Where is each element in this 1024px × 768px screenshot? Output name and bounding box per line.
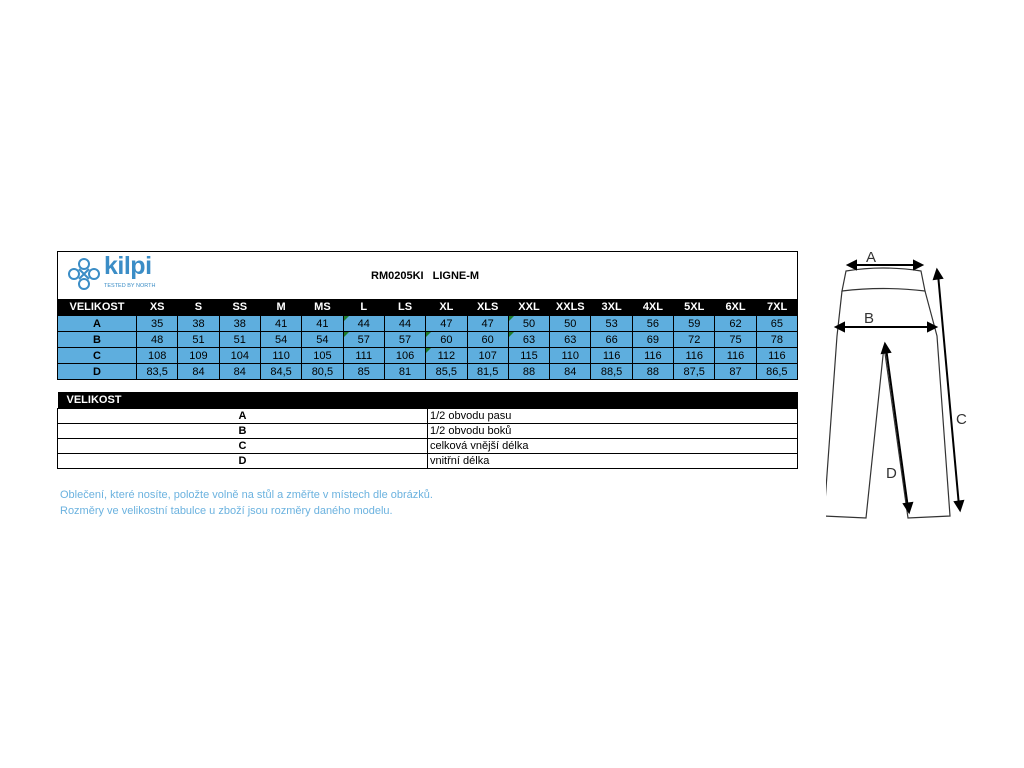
table-cell: 105 [302,348,343,364]
table-cell: 56 [632,316,673,332]
product-title [371,270,479,282]
diagram-label-c: C [956,411,967,428]
brand-name: kilpi [104,252,152,280]
instruction-line: Oblečení, které nosíte, položte volně na stůl a změřte v místech dle obrázků. [60,489,433,501]
table-cell: 60 [467,332,508,348]
size-header: S [178,299,219,316]
legend-description: vnitřní délka [428,454,798,469]
diagram-label-b: B [864,310,875,327]
table-cell: 80,5 [302,364,343,380]
product-name: LIGNE-M [432,270,480,282]
pants-waistband [842,268,925,291]
row-label: A [58,316,137,332]
table-cell: 83,5 [137,364,178,380]
table-cell: 112 [426,348,467,364]
table-cell: 54 [302,332,343,348]
table-cell: 116 [756,348,797,364]
table-cell: 116 [715,348,756,364]
row-label: C [58,348,137,364]
table-row [58,332,798,348]
size-header: XLS [467,299,508,316]
legend-key: A [58,409,428,424]
table-cell: 63 [508,332,549,348]
table-cell: 41 [302,316,343,332]
arrowhead [848,261,856,269]
table-cell: 44 [384,316,425,332]
size-header: 4XL [632,299,673,316]
legend-header-label: VELIKOST [58,392,798,409]
table-cell: 85 [343,364,384,380]
product-code: RM0205KI [371,270,424,282]
table-cell: 87,5 [674,364,715,380]
table-cell: 81 [384,364,425,380]
table-cell: 110 [260,348,301,364]
table-cell: 47 [467,316,508,332]
size-header: 6XL [715,299,756,316]
legend-key: D [58,454,428,469]
table-cell: 57 [343,332,384,348]
table-cell: 47 [426,316,467,332]
arrowhead [914,261,922,269]
table-row [58,364,798,380]
arrowhead [904,503,912,512]
size-header: MS [302,299,343,316]
size-header: L [343,299,384,316]
measuring-instructions [60,487,433,519]
size-chart [57,251,798,380]
table-cell: 41 [260,316,301,332]
table-cell: 50 [508,316,549,332]
table-cell: 44 [343,316,384,332]
table-cell: 54 [260,332,301,348]
table-cell: 57 [384,332,425,348]
diagram-label-a: A [866,249,877,266]
table-cell: 69 [632,332,673,348]
kilpi-logo-icon [66,256,102,292]
table-cell: 72 [674,332,715,348]
table-cell: 88 [508,364,549,380]
table-row [58,348,798,364]
legend-header-row [58,392,798,409]
size-header: M [260,299,301,316]
table-cell: 116 [674,348,715,364]
table-cell: 51 [178,332,219,348]
size-header: XL [426,299,467,316]
table-cell: 107 [467,348,508,364]
table-cell: 86,5 [756,364,797,380]
table-cell: 48 [137,332,178,348]
table-cell: 51 [219,332,260,348]
legend-key: C [58,439,428,454]
table-cell: 109 [178,348,219,364]
table-cell: 115 [508,348,549,364]
legend-row [58,424,798,439]
table-cell: 60 [426,332,467,348]
table-cell: 111 [343,348,384,364]
table-cell: 84 [550,364,591,380]
row-label: B [58,332,137,348]
table-cell: 59 [674,316,715,332]
table-cell: 88,5 [591,364,632,380]
table-cell: 78 [756,332,797,348]
table-cell: 53 [591,316,632,332]
table-cell: 81,5 [467,364,508,380]
size-table [57,299,798,380]
table-row [58,316,798,332]
table-cell: 84,5 [260,364,301,380]
table-cell: 108 [137,348,178,364]
size-header: 5XL [674,299,715,316]
legend-row [58,409,798,424]
size-header: XS [137,299,178,316]
table-cell: 62 [715,316,756,332]
table-cell: 88 [632,364,673,380]
size-header: 7XL [756,299,797,316]
table-cell: 50 [550,316,591,332]
brand-tagline: TESTED BY NORTH [104,283,156,289]
legend-key: B [58,424,428,439]
instruction-line: Rozměry ve velikostní tabulce u zboží jsou rozměry daného modelu. [60,505,393,517]
arrowhead [955,501,963,510]
table-cell: 85,5 [426,364,467,380]
arrowhead [882,344,890,353]
legend-description: celková vnější délka [428,439,798,454]
table-cell: 35 [137,316,178,332]
size-header-label: VELIKOST [58,299,137,316]
table-cell: 110 [550,348,591,364]
size-header: 3XL [591,299,632,316]
size-header: SS [219,299,260,316]
legend-description: 1/2 obvodu boků [428,424,798,439]
legend-row [58,454,798,469]
table-cell: 104 [219,348,260,364]
table-cell: 87 [715,364,756,380]
table-cell: 84 [178,364,219,380]
table-cell: 63 [550,332,591,348]
pants-diagram [826,246,976,526]
table-cell: 75 [715,332,756,348]
row-label: D [58,364,137,380]
size-chart-header [57,251,798,299]
size-header: XXLS [550,299,591,316]
size-header: XXL [508,299,549,316]
table-cell: 66 [591,332,632,348]
measurement-legend [57,392,798,469]
table-cell: 106 [384,348,425,364]
legend-description: 1/2 obvodu pasu [428,409,798,424]
table-cell: 84 [219,364,260,380]
arrowhead [934,270,942,279]
table-cell: 38 [219,316,260,332]
measure-line-d [886,348,908,508]
size-header-row [58,299,798,316]
legend-table [57,392,798,469]
table-cell: 65 [756,316,797,332]
diagram-label-d: D [886,465,897,482]
legend-row [58,439,798,454]
table-cell: 116 [632,348,673,364]
table-cell: 38 [178,316,219,332]
size-header: LS [384,299,425,316]
table-cell: 116 [591,348,632,364]
